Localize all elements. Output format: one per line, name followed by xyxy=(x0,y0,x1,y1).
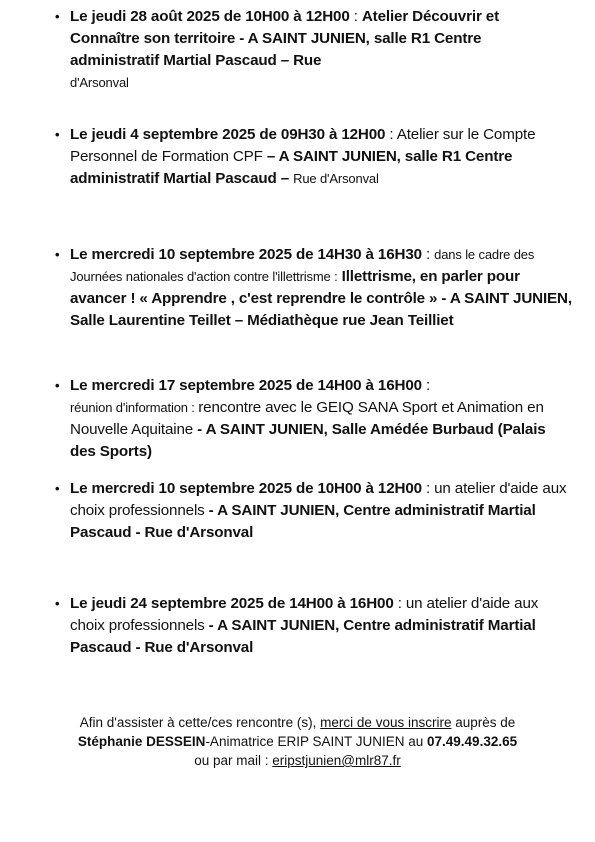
bullet: • xyxy=(55,247,60,262)
event-location: – A SAINT JUNIEN, salle R1 Centre administratif Martial Pascaud – xyxy=(70,148,513,187)
bullet: • xyxy=(55,596,60,611)
event-date: Le mercredi 10 septembre 2025 de 10H00 à 12H00 xyxy=(70,480,422,497)
contact-name: Stéphanie DESSEIN xyxy=(77,734,206,749)
event-location-tail: Rue d'Arsonval xyxy=(293,171,379,186)
event-location: - A SAINT JUNIEN, Salle Laurentine Teillet – Médiathèque rue Jean Teilliet xyxy=(70,290,572,329)
list-item: • Le jeudi 4 septembre 2025 de 09H30 à 12H00 : Atelier sur le Compte Personnel de Formation CPF – A SAINT JUNIEN, salle R1 Centre administratif Martial Pascaud – Rue d'Arsonval xyxy=(55,126,536,187)
bullet: • xyxy=(55,127,60,142)
event-title: rencontre avec le GEIQ SANA Sport et Animation en Nouvelle Aquitaine xyxy=(70,399,544,438)
list-item: • Le jeudi 24 septembre 2025 de 14H00 à 16H00 : un atelier d'aide aux choix professionnels - A SAINT JUNIEN, Centre administratif Martial Pascaud - Rue d'Arsonval xyxy=(55,595,539,656)
bullet: • xyxy=(55,481,60,496)
event-intro: dans le cadre des Journées nationales d'action contre l'illettrisme : xyxy=(70,247,535,284)
event-location: - A SAINT JUNIEN, salle R1 Centre administratif Martial Pascaud – Rue xyxy=(70,30,482,69)
event-location: - A SAINT JUNIEN, Salle Amédée Burbaud (Palais des Sports) xyxy=(70,421,546,460)
event-title: un atelier d'aide aux choix professionnels xyxy=(70,595,539,634)
event-date: Le mercredi 10 septembre 2025 de 14H30 à 16H30 xyxy=(70,246,422,263)
list-item: • Le jeudi 28 août 2025 de 10H00 à 12H00 : Atelier Découvrir et Connaître son territoire - A SAINT JUNIEN, salle R1 Centre administratif Martial Pascaud – Rue d'Arsonval xyxy=(55,8,499,90)
event-location-tail: d'Arsonval xyxy=(70,75,129,90)
footer-line-2: Stéphanie DESSEIN-Animatrice ERIP SAINT JUNIEN au 07.49.49.32.65 xyxy=(77,734,518,749)
register-text: merci de vous inscrire xyxy=(320,715,452,730)
list-item: • Le mercredi 17 septembre 2025 de 14H00 à 16H00 : réunion d'information : rencontre avec le GEIQ SANA Sport et Animation en Nouvelle Aquitaine - A SAINT JUNIEN, Salle Amédée Burbaud (Palais des Sports) xyxy=(55,377,546,460)
bullet: • xyxy=(55,378,60,393)
event-title: un atelier d'aide aux choix professionnels xyxy=(70,480,567,519)
contact-email-link[interactable]: eripstjunien@mlr87.fr xyxy=(272,753,401,768)
event-title: Atelier Découvrir et Connaître son territoire xyxy=(70,8,499,47)
event-title: Atelier sur le Compte Personnel de Formation CPF xyxy=(70,126,536,165)
event-date: Le jeudi 28 août 2025 de 10H00 à 12H00 xyxy=(70,8,350,25)
list-item: • Le mercredi 10 septembre 2025 de 14H30 à 16H30 : dans le cadre des Journées nationales d'action contre l'illettrisme : Illettrisme, en parler pour avancer ! « Apprendre , c'est reprendre le contrôle » - A SAINT JUNIEN, Salle Laurentine Teillet – Médiathèque rue Jean Teilliet xyxy=(55,246,572,329)
list-item: • Le mercredi 10 septembre 2025 de 10H00 à 12H00 : un atelier d'aide aux choix professionnels - A SAINT JUNIEN, Centre administratif Martial Pascaud - Rue d'Arsonval xyxy=(55,480,567,541)
event-location: - A SAINT JUNIEN, Centre administratif Martial Pascaud - Rue d'Arsonval xyxy=(70,617,536,656)
event-intro: réunion d'information : xyxy=(70,400,199,415)
footer-line-1: Afin d'assister à cette/ces rencontre (s), merci de vous inscrire auprès de xyxy=(79,715,516,730)
bullet: • xyxy=(55,9,60,24)
event-date: Le jeudi 24 septembre 2025 de 14H00 à 16H00 xyxy=(70,595,394,612)
registration-footer xyxy=(20,713,575,770)
event-date: Le mercredi 17 septembre 2025 de 14H00 à 16H00 xyxy=(70,377,422,394)
event-date: Le jeudi 4 septembre 2025 de 09H30 à 12H00 xyxy=(70,126,386,143)
event-location: - A SAINT JUNIEN, Centre administratif Martial Pascaud - Rue d'Arsonval xyxy=(70,502,536,541)
footer-line-3: ou par mail : eripstjunien@mlr87.fr xyxy=(194,753,401,768)
event-title: Illettrisme, en parler pour avancer ! « Apprendre , c'est reprendre le contrôle » xyxy=(70,268,520,307)
contact-phone: 07.49.49.32.65 xyxy=(427,734,518,749)
